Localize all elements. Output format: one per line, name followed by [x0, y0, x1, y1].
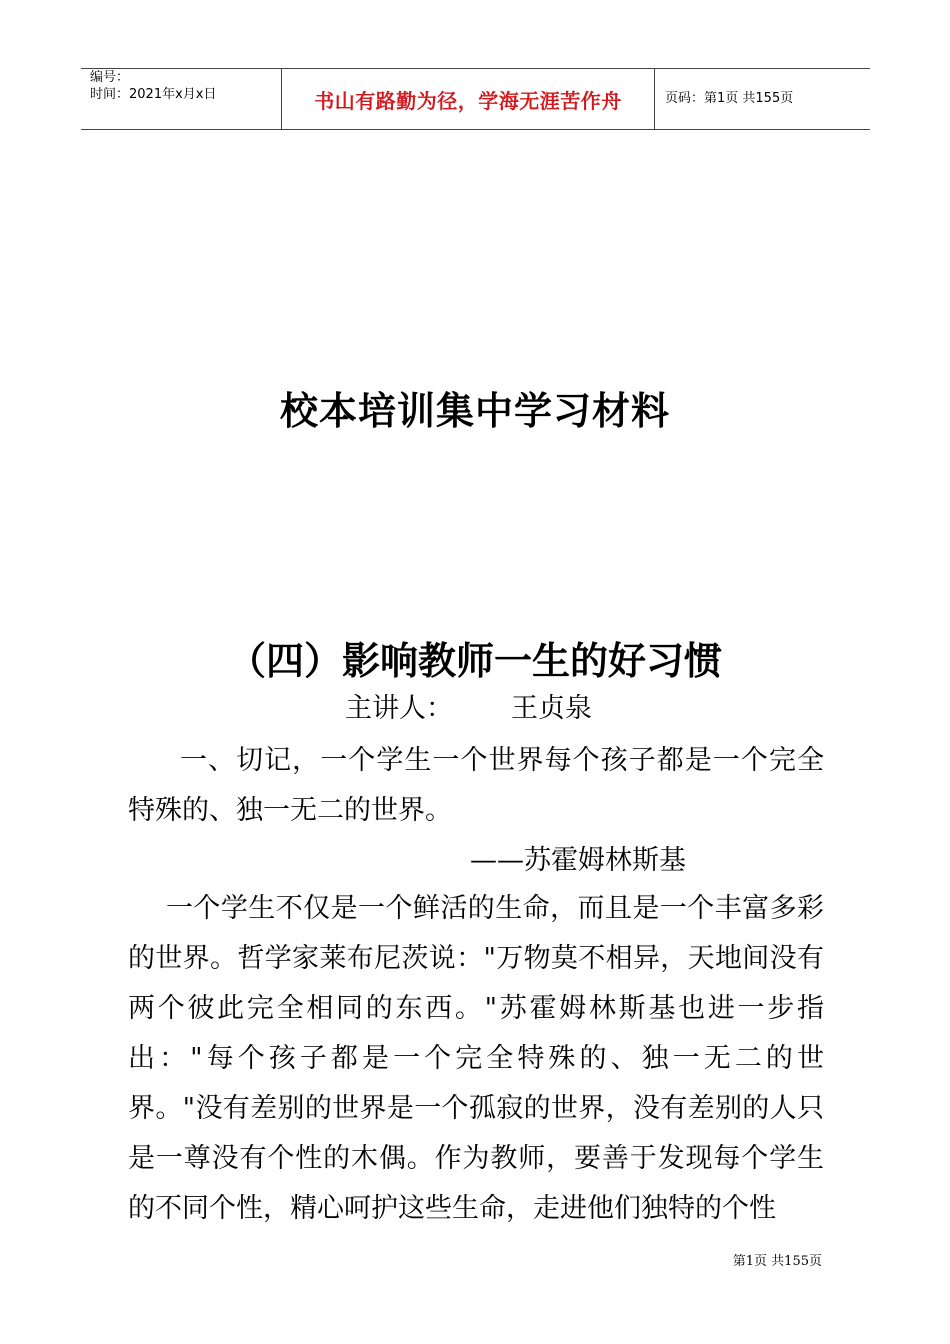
paragraph-body: 一个学生不仅是一个鲜活的生命，而且是一个丰富多彩的世界。哲学家莱布尼茨说："万物莫不相异，天地间没有两个彼此完全相同的东西。"苏霍姆林斯基也进一步指出："每个孩子都是一个完全特殊的、独一无二的世界。"没有差别的世界是一个孤寂的世界，没有差别的人只是一尊没有个性的木偶。作为教师，要善于发现每个学生的不同个性，精心呵护这些生命，走进他们独特的个性: [128, 893, 824, 1224]
document-number-label: 编号：: [90, 70, 130, 85]
header-motto: 书山有路勤为径，学海无涯苦作舟: [314, 88, 622, 113]
document-title: 校本培训集中学习材料: [279, 389, 670, 433]
quote-attribution: ——苏霍姆林斯基: [470, 845, 686, 876]
paragraph-quote: 一、切记，一个学生一个世界每个孩子都是一个完全特殊的、独一无二的世界。: [128, 745, 824, 826]
header-table: [81, 68, 870, 130]
header-meta-cell: [81, 69, 281, 129]
header-motto-cell: [281, 69, 655, 129]
speaker-label: 主讲人：: [345, 693, 453, 724]
section-title: （四）影响教师一生的好习惯: [227, 639, 722, 683]
document-time-label: 时间：2021年x月x日: [90, 87, 217, 102]
header-page-info: 页码：第1页 共155页: [665, 91, 794, 106]
footer-page-info: 第1页 共155页: [732, 1254, 822, 1269]
speaker-line: [345, 686, 592, 725]
header-page-cell: [655, 69, 870, 129]
speaker-name: 王贞泉: [511, 693, 592, 724]
